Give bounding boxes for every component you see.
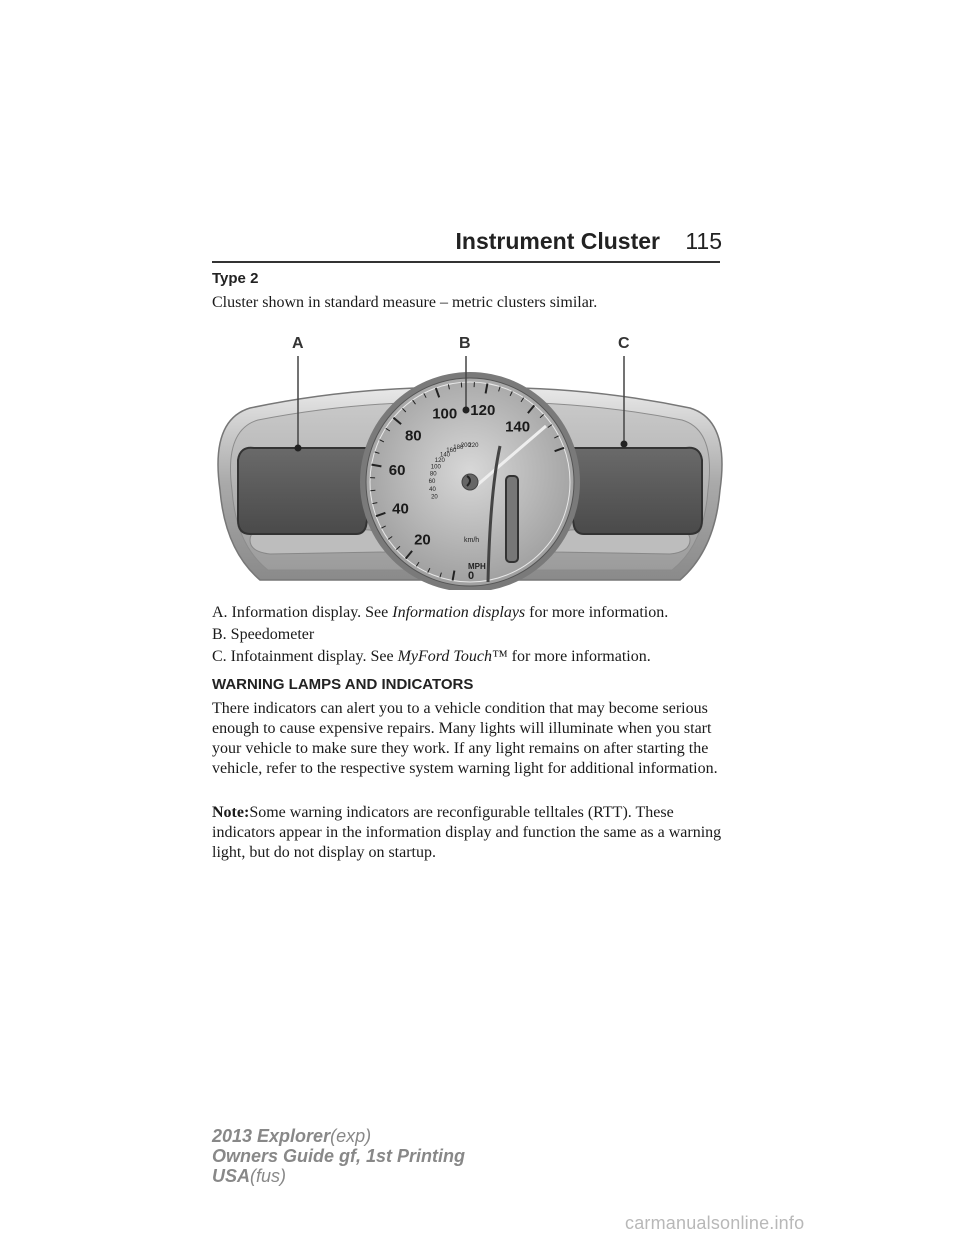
kmh-label: 120	[434, 457, 445, 464]
intro-text: Cluster shown in standard measure – metric clusters similar.	[212, 294, 598, 311]
kmh-label: 40	[429, 486, 436, 493]
kmh-label: 220	[468, 443, 479, 450]
mph-label: 120	[470, 402, 496, 420]
svg-text:C: C	[618, 335, 630, 352]
kmh-label: 140	[439, 452, 451, 459]
instrument-cluster-figure	[210, 330, 730, 590]
legend-c: C. Infotainment display. See MyFord Touch™ for more information.	[212, 648, 651, 665]
kmh-label: 80	[429, 471, 437, 478]
svg-text:A: A	[292, 335, 304, 352]
cross-reference-link[interactable]: Information displays	[392, 604, 526, 621]
infotainment-display-screen	[562, 448, 702, 534]
watermark: carmanualsonline.info	[625, 1213, 805, 1233]
note-label: Note:	[212, 804, 250, 821]
kmh-label: 60	[428, 479, 436, 486]
cross-reference-link[interactable]: MyFord Touch™	[397, 648, 508, 665]
mph-unit: MPH	[468, 562, 486, 571]
section-heading: Type 2	[212, 270, 259, 287]
warning-body: There indicators can alert you to a vehicle condition that may become serious enough to cause expensive repairs. Many lights will illuminate when you start your vehicle to make sure they work. If any light remains on after starting the vehicle, refer to the respective system warning light for additional information.	[212, 700, 718, 777]
warning-heading: WARNING LAMPS AND INDICATORS	[212, 676, 474, 693]
gauge-bar	[506, 476, 518, 562]
kmh-label: 180	[453, 444, 464, 451]
header-rule	[212, 261, 720, 263]
legend-a: A. Information display. See Information displays for more information.	[212, 604, 669, 621]
mph-label: 140	[505, 418, 531, 436]
mph-label: 80	[404, 427, 422, 445]
kmh-label: 160	[446, 447, 457, 454]
chapter-title: Instrument Cluster	[455, 228, 660, 254]
kmh-unit: km/h	[464, 537, 480, 544]
note-paragraph: Note:Some warning indicators are reconfigurable telltales (RTT). These indicators appear in the information display and function the same as a warning light, but do not display on startup.	[212, 804, 722, 861]
page-number: 115	[685, 228, 722, 254]
mph-label: 60	[388, 462, 406, 480]
speedometer	[360, 372, 580, 590]
footer: 2013 Explorer(exp) Owners Guide gf, 1st Printing USA(fus)	[212, 1126, 466, 1186]
svg-text:B: B	[459, 335, 471, 352]
mph-label: 40	[392, 500, 409, 518]
information-display-screen	[238, 448, 378, 534]
kmh-label: 20	[431, 494, 438, 501]
kmh-label: 200	[460, 443, 471, 450]
kmh-label: 100	[430, 464, 441, 471]
mph-label: 100	[432, 405, 458, 423]
zero-label: 0	[468, 570, 475, 582]
legend-b: B. Speedometer	[212, 626, 315, 643]
mph-label: 20	[414, 531, 431, 549]
